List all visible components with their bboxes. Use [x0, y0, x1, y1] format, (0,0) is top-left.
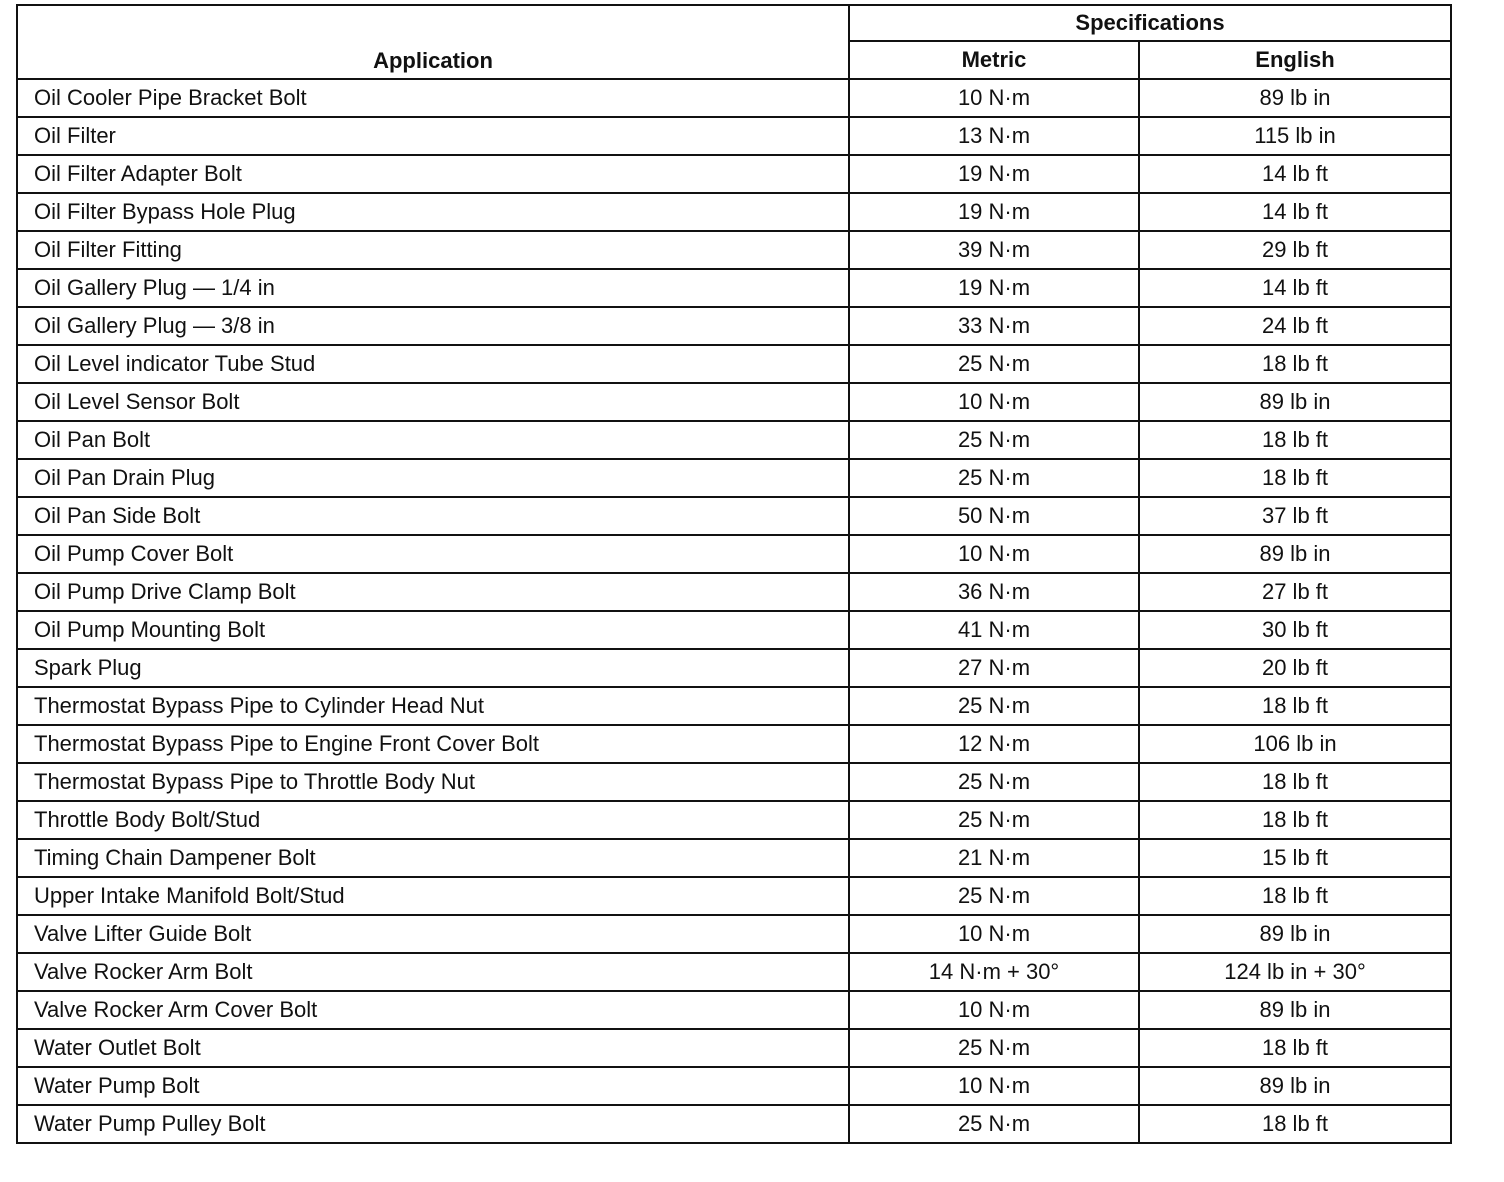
application-cell: Oil Gallery Plug — 1/4 in — [17, 269, 849, 307]
english-cell: 124 lb in + 30° — [1139, 953, 1451, 991]
application-cell: Water Outlet Bolt — [17, 1029, 849, 1067]
table-row — [17, 801, 1451, 839]
table-row — [17, 763, 1451, 801]
english-cell: 89 lb in — [1139, 1067, 1451, 1105]
application-cell: Thermostat Bypass Pipe to Throttle Body Nut — [17, 763, 849, 801]
table-row — [17, 459, 1451, 497]
application-cell: Oil Gallery Plug — 3/8 in — [17, 307, 849, 345]
table-row — [17, 1067, 1451, 1105]
table-row — [17, 649, 1451, 687]
english-cell: 20 lb ft — [1139, 649, 1451, 687]
metric-cell: 10 N·m — [849, 1067, 1139, 1105]
specifications-header: Specifications — [849, 5, 1451, 41]
application-cell: Oil Filter Adapter Bolt — [17, 155, 849, 193]
english-header: English — [1139, 41, 1451, 79]
application-cell: Valve Rocker Arm Bolt — [17, 953, 849, 991]
application-cell: Oil Pump Mounting Bolt — [17, 611, 849, 649]
table-row — [17, 421, 1451, 459]
metric-cell: 41 N·m — [849, 611, 1139, 649]
metric-cell: 19 N·m — [849, 193, 1139, 231]
english-cell: 14 lb ft — [1139, 269, 1451, 307]
application-header: Application — [17, 5, 849, 79]
english-cell: 115 lb in — [1139, 117, 1451, 155]
metric-cell: 10 N·m — [849, 383, 1139, 421]
application-cell: Valve Rocker Arm Cover Bolt — [17, 991, 849, 1029]
table-row — [17, 383, 1451, 421]
metric-cell: 27 N·m — [849, 649, 1139, 687]
application-cell: Oil Filter Fitting — [17, 231, 849, 269]
metric-header: Metric — [849, 41, 1139, 79]
table-row — [17, 953, 1451, 991]
metric-cell: 39 N·m — [849, 231, 1139, 269]
metric-cell: 25 N·m — [849, 1105, 1139, 1143]
application-cell: Oil Level Sensor Bolt — [17, 383, 849, 421]
application-cell: Timing Chain Dampener Bolt — [17, 839, 849, 877]
english-cell: 18 lb ft — [1139, 877, 1451, 915]
application-cell: Valve Lifter Guide Bolt — [17, 915, 849, 953]
metric-cell: 25 N·m — [849, 687, 1139, 725]
english-cell: 89 lb in — [1139, 535, 1451, 573]
english-cell: 18 lb ft — [1139, 421, 1451, 459]
application-cell: Thermostat Bypass Pipe to Engine Front Cover Bolt — [17, 725, 849, 763]
application-cell: Oil Pan Side Bolt — [17, 497, 849, 535]
table-row — [17, 687, 1451, 725]
table-row — [17, 497, 1451, 535]
english-cell: 30 lb ft — [1139, 611, 1451, 649]
application-cell: Oil Pan Bolt — [17, 421, 849, 459]
table-row — [17, 79, 1451, 117]
english-cell: 89 lb in — [1139, 79, 1451, 117]
metric-cell: 10 N·m — [849, 915, 1139, 953]
table-row — [17, 573, 1451, 611]
english-cell: 18 lb ft — [1139, 687, 1451, 725]
table-row — [17, 231, 1451, 269]
metric-cell: 19 N·m — [849, 155, 1139, 193]
english-cell: 14 lb ft — [1139, 193, 1451, 231]
torque-spec-table — [16, 4, 1452, 1144]
table-row — [17, 991, 1451, 1029]
application-cell: Oil Pan Drain Plug — [17, 459, 849, 497]
english-cell: 106 lb in — [1139, 725, 1451, 763]
application-cell: Spark Plug — [17, 649, 849, 687]
metric-cell: 25 N·m — [849, 763, 1139, 801]
english-cell: 24 lb ft — [1139, 307, 1451, 345]
english-cell: 18 lb ft — [1139, 1029, 1451, 1067]
table-row — [17, 611, 1451, 649]
english-cell: 37 lb ft — [1139, 497, 1451, 535]
application-cell: Oil Level indicator Tube Stud — [17, 345, 849, 383]
application-cell: Water Pump Pulley Bolt — [17, 1105, 849, 1143]
application-cell: Oil Pump Cover Bolt — [17, 535, 849, 573]
metric-cell: 25 N·m — [849, 345, 1139, 383]
metric-cell: 33 N·m — [849, 307, 1139, 345]
application-cell: Oil Pump Drive Clamp Bolt — [17, 573, 849, 611]
application-cell: Water Pump Bolt — [17, 1067, 849, 1105]
metric-cell: 10 N·m — [849, 991, 1139, 1029]
table-body — [17, 79, 1451, 1143]
metric-cell: 25 N·m — [849, 801, 1139, 839]
english-cell: 29 lb ft — [1139, 231, 1451, 269]
metric-cell: 13 N·m — [849, 117, 1139, 155]
application-cell: Oil Cooler Pipe Bracket Bolt — [17, 79, 849, 117]
table-row — [17, 535, 1451, 573]
application-cell: Throttle Body Bolt/Stud — [17, 801, 849, 839]
table-row — [17, 117, 1451, 155]
english-cell: 18 lb ft — [1139, 345, 1451, 383]
metric-cell: 21 N·m — [849, 839, 1139, 877]
metric-cell: 12 N·m — [849, 725, 1139, 763]
table-row — [17, 345, 1451, 383]
metric-cell: 10 N·m — [849, 535, 1139, 573]
table-row — [17, 915, 1451, 953]
metric-cell: 25 N·m — [849, 421, 1139, 459]
table-row — [17, 1105, 1451, 1143]
table-row — [17, 193, 1451, 231]
english-cell: 18 lb ft — [1139, 459, 1451, 497]
english-cell: 89 lb in — [1139, 991, 1451, 1029]
application-cell: Upper Intake Manifold Bolt/Stud — [17, 877, 849, 915]
metric-cell: 25 N·m — [849, 1029, 1139, 1067]
table-row — [17, 155, 1451, 193]
metric-cell: 10 N·m — [849, 79, 1139, 117]
table-row — [17, 307, 1451, 345]
metric-cell: 25 N·m — [849, 459, 1139, 497]
table-row — [17, 269, 1451, 307]
application-cell: Thermostat Bypass Pipe to Cylinder Head Nut — [17, 687, 849, 725]
english-cell: 89 lb in — [1139, 915, 1451, 953]
metric-cell: 14 N·m + 30° — [849, 953, 1139, 991]
table-row — [17, 877, 1451, 915]
metric-cell: 36 N·m — [849, 573, 1139, 611]
metric-cell: 19 N·m — [849, 269, 1139, 307]
english-cell: 18 lb ft — [1139, 763, 1451, 801]
table-row — [17, 839, 1451, 877]
application-cell: Oil Filter Bypass Hole Plug — [17, 193, 849, 231]
metric-cell: 50 N·m — [849, 497, 1139, 535]
table-row — [17, 725, 1451, 763]
metric-cell: 25 N·m — [849, 877, 1139, 915]
english-cell: 89 lb in — [1139, 383, 1451, 421]
english-cell: 15 lb ft — [1139, 839, 1451, 877]
english-cell: 27 lb ft — [1139, 573, 1451, 611]
english-cell: 18 lb ft — [1139, 801, 1451, 839]
table-row — [17, 1029, 1451, 1067]
english-cell: 18 lb ft — [1139, 1105, 1451, 1143]
english-cell: 14 lb ft — [1139, 155, 1451, 193]
application-cell: Oil Filter — [17, 117, 849, 155]
